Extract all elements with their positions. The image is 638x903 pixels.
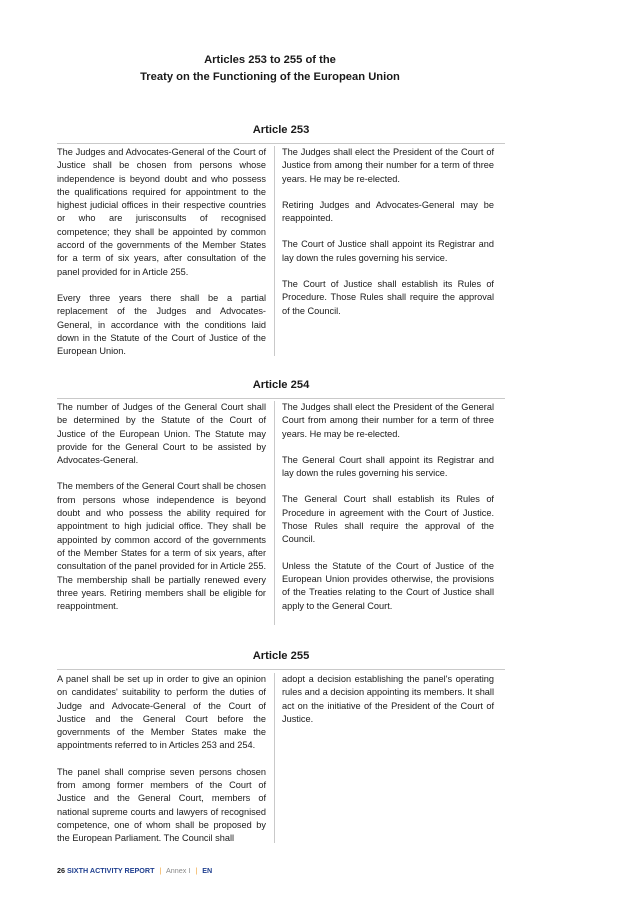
article-254-heading: Article 254 bbox=[252, 379, 310, 391]
article-255-paragraph: The panel shall comprise seven persons chosen from among former members of the Court of Justice and the General Court, members of national supreme courts and lawyers of recognised competence, one of whom shall be proposed by the European Parliament. The Council shall bbox=[57, 766, 266, 844]
footer-separator: | bbox=[195, 866, 198, 875]
document-title bbox=[0, 52, 540, 86]
article-253-paragraph: Retiring Judges and Advocates-General may be reappointed. bbox=[282, 199, 494, 224]
article-253-heading: Article 253 bbox=[252, 124, 310, 136]
article-253-right-column bbox=[282, 146, 494, 331]
article-254-paragraph: The Judges shall elect the President of the General Court from among their number for a term of three years. He may be re-elected. bbox=[282, 402, 494, 439]
article-254-paragraph: The members of the General Court shall be chosen from persons whose independence is beyond doubt and who possess the ability required for appointment to high judicial office. They shall be appointed by common accord of the governments of the Member States for a term of six years, after consultation of the panel provided for in Article 255. The membership shall be partially renewed every three years. Retiring members shall be eligible for reappointment. bbox=[57, 481, 266, 612]
page-footer bbox=[57, 866, 212, 875]
report-name: SIXTH ACTIVITY REPORT bbox=[67, 866, 155, 875]
article-254-paragraph: The General Court shall appoint its Registrar and lay down the rules governing his service. bbox=[282, 454, 494, 479]
article-253-paragraph: The Judges shall elect the President of the Court of Justice from among their number for a term of three years. He may be re-elected. bbox=[282, 147, 494, 184]
column-divider bbox=[274, 146, 275, 356]
column-divider bbox=[274, 401, 275, 625]
article-253-paragraph: The Court of Justice shall establish its Rules of Procedure. Those Rules shall require the approval of the Council. bbox=[282, 279, 494, 316]
article-254-paragraph: The number of Judges of the General Court shall be determined by the Statute of the Court of Justice of the European Union. The Statute may provide for the General Court to be assisted by Advocates-General. bbox=[57, 402, 266, 466]
article-254-divider bbox=[57, 398, 505, 399]
footer-separator: | bbox=[159, 866, 162, 875]
article-254-paragraph: Unless the Statute of the Court of Justice of the European Union provides otherwise, the provisions of the Treaties relating to the Court of Justice shall apply to the General Court. bbox=[282, 560, 494, 611]
article-253-divider bbox=[57, 143, 505, 144]
article-255-heading: Article 255 bbox=[252, 650, 310, 662]
title-line-2: Treaty on the Functioning of the European Union bbox=[140, 71, 400, 83]
title-line-1: Articles 253 to 255 of the bbox=[204, 54, 336, 66]
article-255-paragraph: A panel shall be set up in order to give an opinion on candidates' suitability to perform the duties of Judge and Advocate-General of the Court of Justice and the General Court before the governments of the Member States make the appointments referred to in Articles 253 and 254. bbox=[57, 674, 266, 751]
page-number: 26 bbox=[57, 866, 65, 875]
article-253-paragraph: The Court of Justice shall appoint its Registrar and lay down the rules governing his service. bbox=[282, 239, 494, 263]
annex-label: Annex I bbox=[165, 866, 191, 875]
article-253-paragraph: The Judges and Advocates-General of the Court of Justice shall be chosen from persons whose independence is beyond doubt and who possess the qualifications required for appointment to the highest judicial offices in their respective countries or who are jurisconsults of recognised competence; they shall be appointed by common accord of the governments of the Member States for a term of six years, after consultation of the panel provided for in Article 255. bbox=[57, 147, 266, 277]
language-code: EN bbox=[202, 866, 213, 875]
article-255-right-column bbox=[282, 673, 494, 739]
article-255-left-column bbox=[57, 673, 266, 859]
column-divider bbox=[274, 673, 275, 843]
article-253-left-column bbox=[57, 146, 266, 371]
article-254-paragraph: The General Court shall establish its Rules of Procedure in agreement with the Court of Justice. Those Rules shall require the approval of the Council. bbox=[282, 494, 494, 545]
article-255-paragraph: adopt a decision establishing the panel's operating rules and a decision appointing its members. It shall act on the initiative of the President of the Court of Justice. bbox=[282, 674, 494, 724]
article-253-paragraph: Every three years there shall be a partial replacement of the Judges and Advocates-General, in accordance with the conditions laid down in the Statute of the Court of Justice of the European Union. bbox=[57, 292, 266, 357]
article-255-divider bbox=[57, 669, 505, 670]
article-254-left-column bbox=[57, 401, 266, 626]
article-254-right-column bbox=[282, 401, 494, 626]
